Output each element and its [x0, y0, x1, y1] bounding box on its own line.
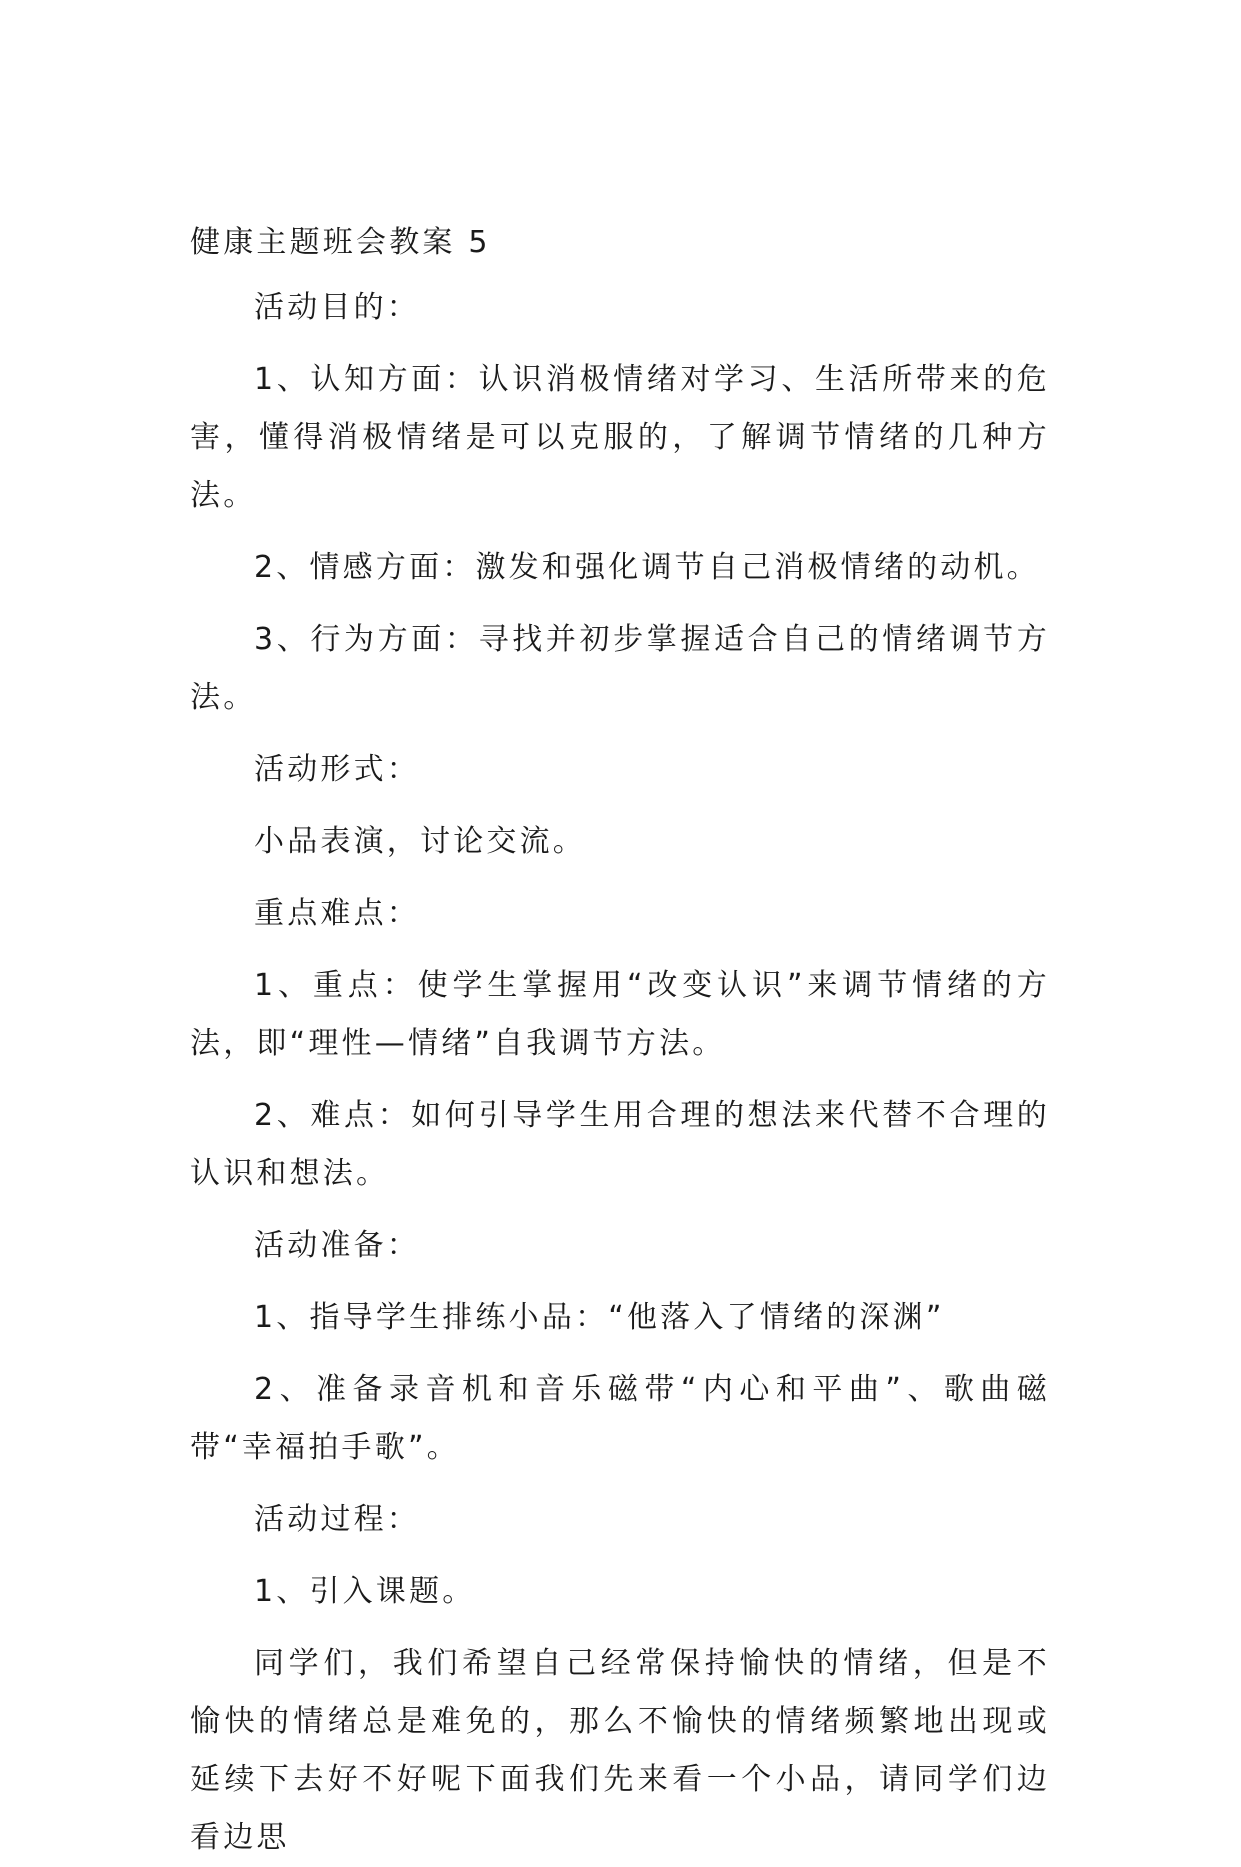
paragraph-preparation-2: 2、准备录音机和音乐磁带“内心和平曲”、歌曲磁带“幸福拍手歌”。: [190, 1372, 1050, 1465]
heading-process: 活动过程：: [254, 1502, 420, 1537]
paragraph-activity-form: 小品表演，讨论交流。: [254, 824, 586, 859]
heading-key-points: 重点难点：: [254, 896, 420, 931]
paragraph-key-point: 1、重点：使学生掌握用“改变认识”来调节情绪的方法，即“理性—情绪”自我调节方法。: [190, 968, 1050, 1061]
paragraph-behavior-goal: 3、行为方面：寻找并初步掌握适合自己的情绪调节方法。: [190, 622, 1050, 715]
heading-activity-goal: 活动目的：: [254, 290, 420, 325]
paragraph-emotional-goal: 2、情感方面：激发和强化调节自己消极情绪的动机。: [254, 550, 1040, 585]
document-body: [190, 221, 1050, 1867]
document-title: 健康主题班会教案 5: [190, 225, 491, 260]
paragraph-difficulty: 2、难点：如何引导学生用合理的想法来代替不合理的认识和想法。: [190, 1098, 1050, 1191]
paragraph-cognitive-goal: 1、认知方面：认识消极情绪对学习、生活所带来的危害，懂得消极情绪是可以克服的，了解调节情绪的几种方法。: [190, 362, 1050, 513]
paragraph-process-intro: 同学们，我们希望自己经常保持愉快的情绪，但是不愉快的情绪总是难免的，那么不愉快的情绪频繁地出现或延续下去好不好呢下面我们先来看一个小品，请同学们边看边思: [190, 1646, 1050, 1855]
paragraph-preparation-1: 1、指导学生排练小品：“他落入了情绪的深渊”: [254, 1300, 945, 1335]
heading-preparation: 活动准备：: [254, 1228, 420, 1263]
heading-activity-form: 活动形式：: [254, 752, 420, 787]
paragraph-process-step-1: 1、引入课题。: [254, 1574, 476, 1609]
